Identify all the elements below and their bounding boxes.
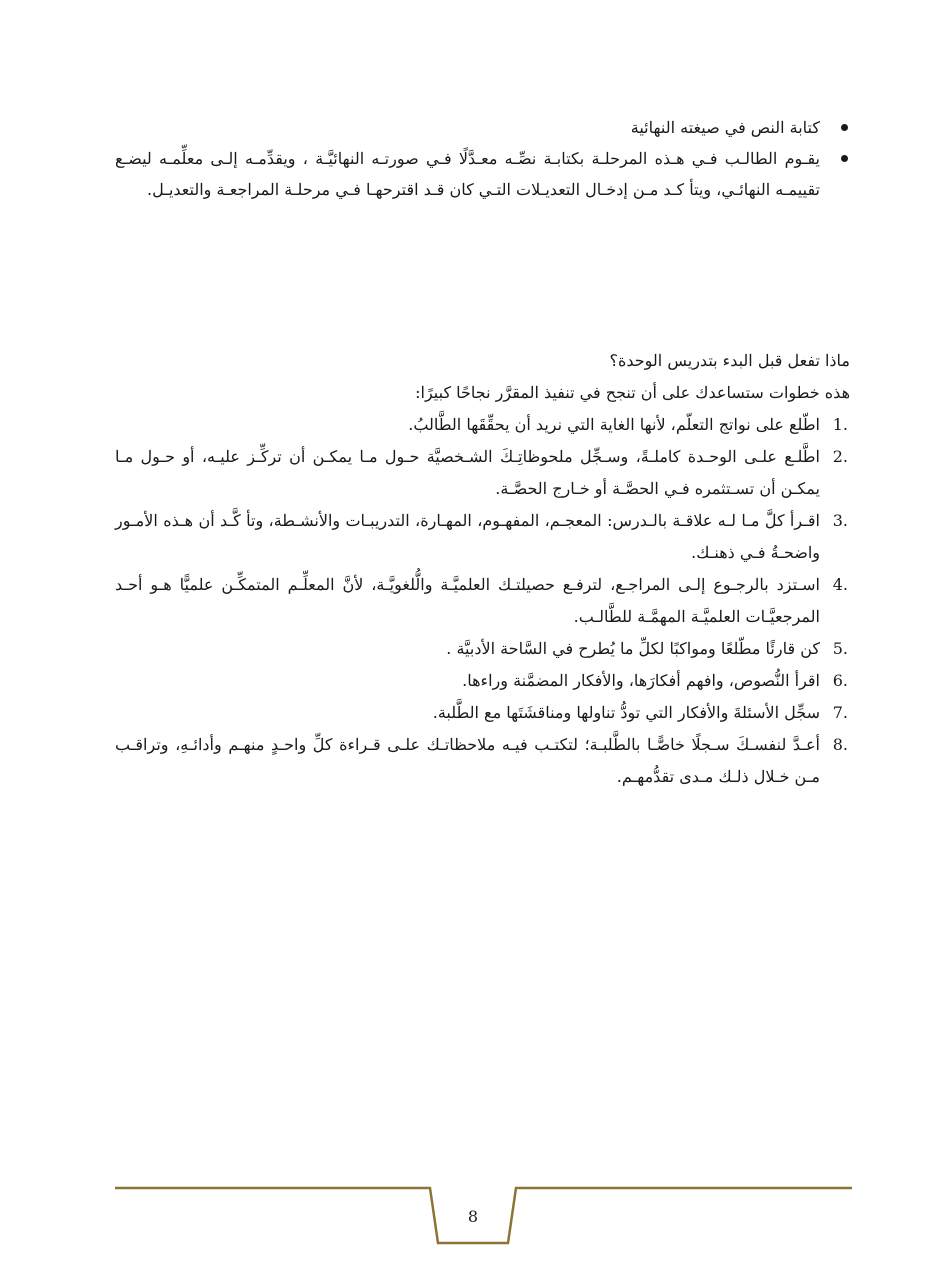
bullet-item <box>115 112 850 143</box>
step-text: اطّلع على نواتج التعلّم، لأنها الغاية التي نريد أن يحقِّقَها الطَّالبُ. <box>408 415 820 434</box>
bullet-list <box>115 112 850 205</box>
step-item <box>115 633 850 665</box>
step-text: اقرأ النُّصوص، وافهم أفكارَها، والأفكار المضمَّنة وراءها. <box>462 671 820 690</box>
step-item <box>115 569 850 633</box>
step-text: اسـتزد بالرجـوع إلـى المراجـع، لترفـع حصيلتـك العلميَّـة والُّلغويَّـة، لأنَّ المعلِّـم المتمكِّـن علميًّا هـو أحـد المرجعيَّـات العلميَّـة المهمَّـة للطَّالـب. <box>115 575 820 626</box>
steps-list <box>115 409 850 793</box>
step-item <box>115 505 850 569</box>
section-intro: هذه خطوات ستساعدك على أن تنجح في تنفيذ المقرَّر نجاحًا كبيرًا: <box>415 383 850 402</box>
step-number: 6. <box>832 671 848 690</box>
step-item <box>115 441 850 505</box>
step-item <box>115 697 850 729</box>
step-number: 2. <box>832 447 848 466</box>
step-text: اقـرأ كلَّ مـا لـه علاقـة بالـدرس: المعجـم، المفهـوم، المهـارة، التدريبـات والأنشـطة، وتأ كَّـد أن هـذه الأمـور واضحـةُ فـي ذهنـك. <box>115 511 820 562</box>
page-number: 8 <box>467 1207 479 1226</box>
step-text: سجِّل الأسئلةَ والأفكار التي تودُّ تناولها ومناقشَتَها مع الطَّلبة. <box>432 703 820 722</box>
bullet-dot-icon <box>841 155 848 162</box>
step-number: 4. <box>832 575 848 594</box>
step-text: كن قارئًا مطّلعًا ومواكبًا لكلِّ ما يُطرح في السَّاحة الأدبيَّة . <box>446 639 820 658</box>
step-item <box>115 409 850 441</box>
step-item <box>115 665 850 697</box>
step-number: 1. <box>832 415 848 434</box>
step-text: اطَّلـع علـى الوحـدة كاملـةً، وسـجِّل ملحوظاتِـكَ الشـخصيَّة حـول مـا يمكـن أن تركِّـز عليـه، أو حـول مـا يمكـن أن تسـتثمره فـي الحصَّـة أو خـارج الحصَّـة. <box>115 447 820 498</box>
preparation-section <box>115 345 850 793</box>
step-text: أعـدَّ لنفسـكَ سـجلًا خاصًّـا بالطَّلبـة؛ لتكتـب فيـه ملاحظاتـك علـى قـراءة كلِّ واحـدٍ منهـم وأدائـهِ، وتراقـب مـن خـلال ذلـك مـدى تقدُّمهـم. <box>115 735 820 786</box>
bullet-dot-icon <box>841 124 848 131</box>
step-item <box>115 729 850 793</box>
bullet-text: يقـوم الطالـب فـي هـذه المرحلـة بكتابـة نصِّـه معـدَّلًا فـي صورتـه النهائيَّـة ، ويقدِّمـه إلـى معلِّمـه ليضـع تقييمـه النهائـي، ويتأ كـد مـن إدخـال التعديـلات التـي كان قـد اقترحهـا فـي مرحلـة المراجعـة والتعديـل. <box>115 149 820 199</box>
bullet-text: كتابة النص في صيغته النهائية <box>630 118 820 137</box>
step-number: 3. <box>832 511 848 530</box>
step-number: 5. <box>832 639 848 658</box>
section-heading: ماذا تفعل قبل البدء بتدريس الوحدة؟ <box>609 351 850 370</box>
step-number: 8. <box>832 735 848 754</box>
bullet-item <box>115 143 850 205</box>
step-number: 7. <box>832 703 848 722</box>
